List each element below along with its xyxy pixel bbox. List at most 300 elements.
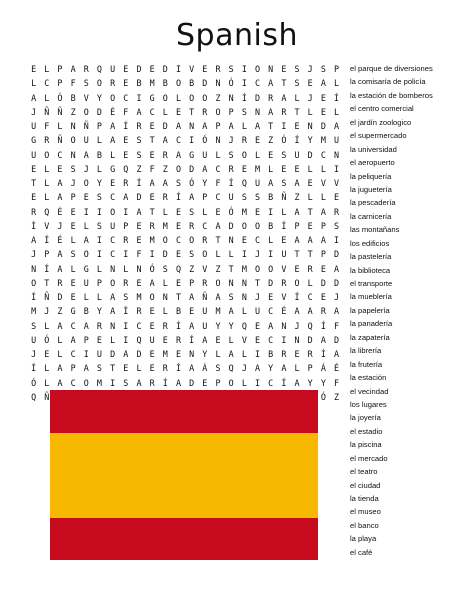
- grid-letter: L: [241, 306, 247, 317]
- grid-letter: Í: [175, 192, 181, 203]
- grid-letter: A: [268, 106, 274, 117]
- grid-letter: A: [294, 306, 300, 317]
- grid-letter: I: [136, 92, 142, 103]
- grid-letter: R: [162, 320, 168, 331]
- grid-letter: A: [70, 334, 76, 345]
- grid-letter: D: [228, 220, 234, 231]
- grid-letter: E: [241, 163, 247, 174]
- word-list-item: el parque de diversiones: [350, 64, 433, 73]
- grid-letter: E: [215, 206, 221, 217]
- grid-letter: I: [254, 349, 261, 359]
- grid-row: [27, 119, 343, 133]
- word-list-item: el mercado: [350, 453, 388, 463]
- grid-letter: L: [44, 320, 50, 331]
- grid-letter: L: [44, 92, 50, 103]
- grid-letter: M: [241, 206, 247, 217]
- grid-letter: E: [123, 149, 129, 160]
- grid-letter: I: [96, 235, 102, 245]
- grid-letter: R: [162, 149, 168, 160]
- grid-letter: A: [294, 206, 300, 217]
- grid-row: [27, 105, 343, 119]
- grid-letter: A: [294, 235, 300, 245]
- grid-letter: N: [228, 92, 234, 103]
- grid-letter: P: [70, 363, 76, 374]
- grid-letter: Q: [31, 391, 37, 402]
- grid-letter: T: [44, 277, 50, 288]
- grid-letter: L: [44, 192, 50, 203]
- grid-letter: A: [162, 178, 168, 188]
- grid-letter: S: [189, 206, 195, 217]
- grid-row: [27, 176, 343, 190]
- grid-letter: R: [281, 277, 287, 288]
- grid-letter: E: [149, 320, 155, 331]
- grid-letter: O: [254, 220, 261, 231]
- grid-letter: S: [70, 249, 76, 260]
- word-list-item: la pastelería: [350, 252, 392, 262]
- grid-letter: A: [175, 149, 181, 160]
- grid-letter: C: [175, 135, 181, 146]
- grid-letter: E: [70, 277, 76, 288]
- grid-letter: N: [162, 292, 168, 302]
- grid-letter: E: [307, 178, 313, 188]
- grid-letter: E: [149, 192, 155, 203]
- grid-letter: E: [96, 334, 102, 345]
- grid-row: [27, 276, 343, 290]
- grid-letter: L: [320, 192, 326, 203]
- grid-letter: C: [307, 292, 313, 302]
- word-list-item: la biblioteca: [350, 265, 391, 275]
- grid-letter: L: [254, 149, 261, 160]
- grid-letter: C: [123, 92, 129, 103]
- grid-letter: E: [294, 263, 300, 274]
- grid-letter: A: [215, 292, 221, 302]
- grid-letter: P: [83, 334, 89, 345]
- word-list-item: la frutería: [350, 359, 383, 369]
- grid-letter: Q: [241, 320, 247, 331]
- grid-letter: S: [136, 135, 142, 146]
- grid-letter: L: [162, 277, 168, 288]
- grid-letter: E: [31, 163, 37, 174]
- grid-letter: A: [320, 78, 326, 89]
- grid-letter: C: [268, 334, 274, 345]
- grid-letter: M: [241, 263, 247, 274]
- grid-letter: I: [241, 64, 247, 74]
- word-list-item: la estación de bomberos: [350, 90, 433, 100]
- flag-red-stripe-top: [50, 390, 318, 433]
- word-list-item: la panadería: [350, 319, 393, 329]
- grid-letter: R: [320, 306, 326, 317]
- grid-letter: O: [83, 106, 89, 117]
- grid-letter: A: [334, 121, 340, 131]
- word-list-item: la papelería: [350, 305, 390, 315]
- grid-letter: N: [110, 320, 116, 331]
- grid-row: [27, 376, 343, 390]
- flag-red-stripe-bottom: [50, 518, 318, 561]
- grid-letter: A: [83, 320, 89, 331]
- grid-letter: J: [294, 320, 300, 331]
- grid-letter: A: [136, 377, 142, 388]
- grid-letter: E: [320, 292, 326, 302]
- grid-letter: L: [215, 249, 221, 260]
- word-list-item: el transporte: [350, 279, 393, 288]
- grid-letter: E: [123, 78, 129, 89]
- grid-letter: J: [241, 363, 247, 374]
- grid-letter: E: [189, 306, 195, 317]
- grid-letter: Z: [70, 106, 76, 117]
- word-list-item: la carnicería: [350, 211, 392, 221]
- grid-letter: E: [70, 292, 76, 302]
- grid-letter: J: [307, 64, 313, 74]
- grid-letter: T: [294, 249, 300, 260]
- grid-letter: C: [110, 235, 116, 245]
- word-list-item: el estadio: [350, 426, 383, 436]
- grid-letter: A: [83, 363, 89, 374]
- grid-letter: A: [281, 363, 287, 374]
- word-list-item: la piscina: [350, 440, 382, 450]
- grid-letter: L: [96, 263, 102, 274]
- grid-letter: U: [31, 121, 37, 131]
- grid-letter: N: [215, 135, 221, 146]
- grid-letter: N: [228, 277, 234, 288]
- grid-letter: N: [70, 121, 76, 131]
- grid-letter: E: [31, 192, 37, 203]
- grid-letter: O: [110, 277, 116, 288]
- grid-row: [27, 205, 343, 219]
- grid-letter: Y: [202, 349, 208, 359]
- grid-letter: S: [215, 363, 221, 374]
- grid-letter: E: [307, 220, 313, 231]
- grid-letter: U: [96, 349, 102, 359]
- grid-letter: E: [254, 334, 261, 345]
- grid-letter: A: [268, 320, 274, 331]
- word-list-item: la universidad: [350, 144, 397, 154]
- grid-letter: I: [96, 249, 102, 260]
- grid-letter: R: [228, 163, 234, 174]
- grid-letter: Í: [175, 320, 181, 331]
- grid-letter: P: [57, 78, 63, 89]
- grid-letter: A: [31, 92, 37, 103]
- grid-letter: A: [149, 178, 155, 188]
- grid-letter: T: [175, 292, 181, 302]
- grid-letter: O: [149, 292, 155, 302]
- grid-letter: Ñ: [44, 292, 50, 302]
- grid-letter: S: [294, 64, 300, 74]
- grid-letter: E: [175, 220, 181, 231]
- grid-letter: I: [241, 78, 247, 89]
- grid-letter: M: [149, 78, 155, 89]
- grid-letter: V: [241, 334, 247, 345]
- grid-letter: Q: [175, 263, 181, 274]
- grid-letter: O: [189, 92, 195, 103]
- grid-letter: N: [254, 106, 261, 117]
- grid-letter: O: [44, 149, 50, 160]
- grid-letter: O: [268, 263, 274, 274]
- grid-letter: A: [307, 306, 313, 317]
- grid-letter: I: [123, 334, 129, 345]
- grid-letter: E: [149, 149, 155, 160]
- grid-letter: L: [83, 292, 89, 302]
- grid-row: [27, 247, 343, 261]
- grid-letter: R: [162, 192, 168, 203]
- grid-letter: T: [268, 121, 274, 131]
- grid-letter: V: [334, 178, 340, 188]
- grid-letter: Í: [294, 292, 300, 302]
- grid-letter: O: [70, 135, 76, 146]
- grid-letter: A: [136, 206, 142, 217]
- grid-letter: Ñ: [83, 121, 89, 131]
- grid-letter: L: [162, 206, 168, 217]
- grid-letter: J: [31, 349, 37, 359]
- grid-letter: A: [57, 192, 63, 203]
- grid-letter: A: [334, 263, 340, 274]
- grid-letter: G: [70, 306, 76, 317]
- grid-letter: E: [320, 263, 326, 274]
- grid-letter: A: [175, 121, 181, 131]
- grid-letter: Ñ: [57, 135, 63, 146]
- grid-letter: A: [228, 121, 234, 131]
- grid-letter: E: [70, 206, 76, 217]
- grid-letter: L: [96, 163, 102, 174]
- grid-letter: L: [162, 106, 168, 117]
- grid-letter: C: [268, 306, 274, 317]
- grid-letter: E: [136, 235, 142, 245]
- grid-letter: G: [149, 92, 155, 103]
- grid-letter: C: [110, 192, 116, 203]
- grid-letter: Í: [320, 320, 326, 331]
- word-list-item: el jardín zoologico: [350, 117, 412, 127]
- grid-letter: L: [202, 206, 208, 217]
- grid-letter: R: [96, 320, 102, 331]
- grid-letter: R: [149, 377, 155, 388]
- grid-letter: A: [70, 64, 76, 74]
- grid-letter: L: [31, 78, 37, 89]
- grid-letter: L: [215, 149, 221, 160]
- grid-letter: D: [334, 277, 340, 288]
- grid-letter: G: [83, 263, 89, 274]
- grid-letter: F: [215, 178, 221, 188]
- grid-letter: E: [57, 163, 63, 174]
- grid-letter: A: [110, 121, 116, 131]
- grid-letter: S: [241, 106, 247, 117]
- grid-letter: D: [268, 277, 274, 288]
- grid-letter: S: [254, 192, 261, 203]
- grid-letter: E: [149, 306, 155, 317]
- grid-letter: O: [241, 149, 247, 160]
- grid-letter: D: [307, 334, 313, 345]
- grid-letter: L: [334, 78, 340, 89]
- grid-letter: S: [228, 149, 234, 160]
- grid-letter: R: [31, 206, 37, 217]
- grid-letter: E: [136, 277, 142, 288]
- grid-letter: Y: [268, 363, 274, 374]
- grid-letter: D: [162, 64, 168, 74]
- grid-letter: B: [83, 306, 89, 317]
- grid-letter: E: [202, 64, 208, 74]
- grid-letter: E: [320, 92, 326, 103]
- word-list-item: el banco: [350, 520, 379, 530]
- grid-letter: N: [294, 334, 300, 345]
- grid-letter: Ñ: [281, 192, 287, 203]
- word-list-item: el museo: [350, 507, 381, 517]
- grid-letter: C: [215, 163, 221, 174]
- grid-letter: I: [281, 121, 287, 131]
- grid-letter: U: [294, 149, 300, 160]
- word-list-item: la estación: [350, 373, 387, 383]
- grid-letter: L: [44, 178, 50, 188]
- grid-letter: T: [149, 206, 155, 217]
- grid-letter: P: [44, 249, 50, 260]
- grid-letter: A: [215, 220, 221, 231]
- grid-letter: L: [268, 235, 274, 245]
- grid-letter: A: [57, 178, 63, 188]
- grid-letter: R: [149, 220, 155, 231]
- word-list-item: la zapatería: [350, 332, 390, 342]
- grid-letter: P: [70, 192, 76, 203]
- grid-letter: R: [136, 121, 142, 131]
- grid-letter: A: [202, 121, 208, 131]
- grid-letter: U: [202, 320, 208, 331]
- grid-letter: Í: [228, 178, 234, 188]
- grid-letter: U: [83, 277, 89, 288]
- grid-letter: B: [162, 78, 168, 89]
- grid-letter: O: [110, 92, 116, 103]
- grid-letter: O: [162, 92, 168, 103]
- grid-letter: T: [254, 277, 261, 288]
- grid-letter: J: [334, 292, 340, 302]
- grid-letter: Í: [123, 121, 129, 131]
- grid-letter: L: [307, 192, 313, 203]
- grid-letter: C: [268, 377, 274, 388]
- grid-letter: N: [189, 121, 195, 131]
- grid-letter: V: [281, 292, 287, 302]
- grid-letter: A: [189, 192, 195, 203]
- grid-row: [27, 361, 343, 375]
- grid-row: [27, 219, 343, 233]
- grid-letter: M: [162, 220, 168, 231]
- grid-row: [27, 76, 343, 90]
- grid-letter: E: [268, 149, 274, 160]
- grid-letter: Í: [189, 334, 195, 345]
- grid-letter: T: [294, 106, 300, 117]
- grid-letter: R: [202, 106, 208, 117]
- grid-letter: E: [307, 78, 313, 89]
- page-title: Spanish: [176, 18, 298, 53]
- grid-letter: A: [320, 206, 326, 217]
- grid-letter: O: [241, 220, 247, 231]
- grid-letter: A: [202, 334, 208, 345]
- word-list-item: la librería: [350, 346, 382, 356]
- grid-letter: I: [334, 235, 340, 245]
- word-list-item: el centro comercial: [350, 104, 414, 114]
- grid-letter: C: [70, 349, 76, 359]
- grid-letter: B: [189, 78, 195, 89]
- grid-letter: N: [70, 149, 76, 160]
- grid-letter: Z: [334, 391, 340, 402]
- grid-letter: E: [254, 135, 261, 146]
- word-list-item: el ciudad: [350, 480, 381, 490]
- grid-letter: D: [307, 149, 313, 160]
- grid-letter: A: [202, 163, 208, 174]
- grid-letter: R: [136, 306, 142, 317]
- grid-letter: E: [110, 178, 116, 188]
- grid-letter: Í: [162, 377, 168, 388]
- grid-letter: I: [281, 334, 287, 345]
- grid-letter: P: [123, 220, 129, 231]
- grid-letter: R: [83, 64, 89, 74]
- grid-letter: L: [241, 121, 247, 131]
- grid-letter: E: [294, 349, 300, 359]
- grid-letter: A: [334, 306, 340, 317]
- grid-letter: Y: [96, 178, 102, 188]
- grid-letter: D: [320, 121, 326, 131]
- grid-letter: S: [189, 249, 195, 260]
- grid-row: [27, 162, 343, 176]
- grid-letter: N: [334, 149, 340, 160]
- grid-letter: Y: [96, 306, 102, 317]
- grid-letter: O: [175, 78, 181, 89]
- grid-letter: Y: [307, 135, 313, 146]
- grid-letter: L: [228, 334, 234, 345]
- grid-letter: A: [57, 263, 63, 274]
- grid-letter: C: [215, 192, 221, 203]
- grid-letter: I: [175, 64, 181, 74]
- grid-letter: A: [254, 363, 261, 374]
- grid-letter: V: [189, 64, 195, 74]
- grid-letter: E: [162, 334, 168, 345]
- grid-letter: O: [202, 249, 208, 260]
- grid-letter: I: [83, 349, 89, 359]
- grid-letter: N: [281, 320, 287, 331]
- grid-letter: A: [254, 121, 261, 131]
- grid-letter: J: [70, 178, 76, 188]
- grid-letter: Y: [202, 178, 208, 188]
- grid-letter: C: [320, 149, 326, 160]
- grid-letter: P: [307, 363, 313, 374]
- grid-letter: Y: [320, 377, 326, 388]
- grid-letter: A: [189, 363, 195, 374]
- grid-letter: P: [215, 121, 221, 131]
- grid-letter: A: [189, 292, 195, 302]
- grid-letter: F: [123, 106, 129, 117]
- grid-row: [27, 333, 343, 347]
- grid-letter: E: [254, 320, 261, 331]
- grid-row: [27, 262, 343, 276]
- grid-letter: E: [175, 249, 181, 260]
- grid-letter: E: [175, 349, 181, 359]
- grid-letter: O: [83, 249, 89, 260]
- grid-letter: N: [215, 78, 221, 89]
- grid-letter: A: [136, 106, 142, 117]
- grid-letter: É: [281, 306, 287, 317]
- word-search-grid: [27, 62, 343, 404]
- grid-row: [27, 233, 343, 247]
- grid-letter: Z: [294, 192, 300, 203]
- grid-letter: A: [228, 306, 234, 317]
- grid-letter: E: [123, 135, 129, 146]
- grid-letter: G: [110, 163, 116, 174]
- word-list-item: la peliquería: [350, 171, 392, 181]
- grid-letter: I: [123, 249, 129, 260]
- grid-letter: J: [31, 106, 37, 117]
- grid-letter: R: [44, 135, 50, 146]
- grid-letter: P: [57, 64, 63, 74]
- grid-letter: E: [149, 363, 155, 374]
- grid-letter: C: [254, 235, 261, 245]
- grid-letter: S: [96, 220, 102, 231]
- grid-letter: R: [123, 178, 129, 188]
- grid-letter: L: [307, 277, 313, 288]
- grid-letter: Í: [334, 92, 340, 103]
